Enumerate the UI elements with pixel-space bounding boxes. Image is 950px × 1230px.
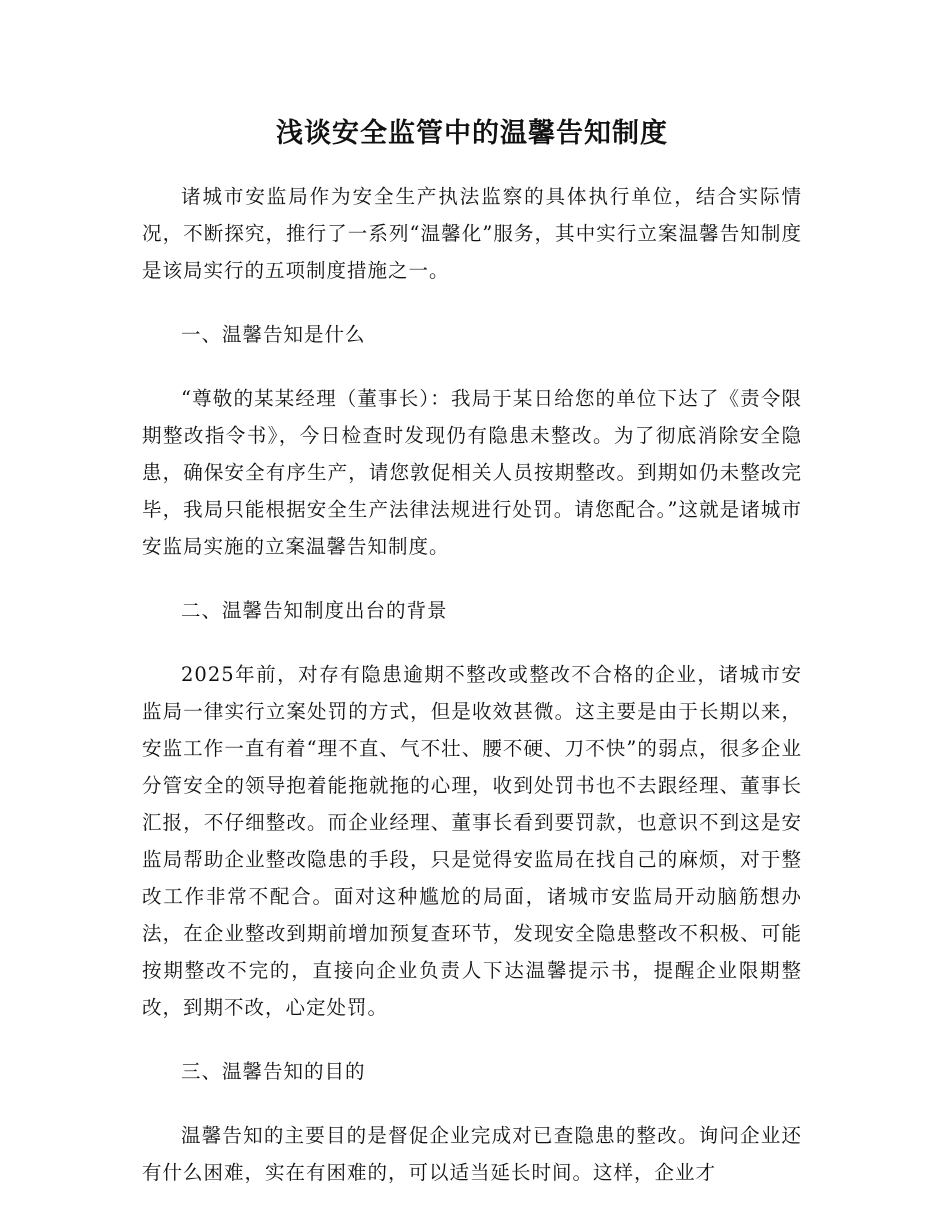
paragraph-gap <box>142 289 802 316</box>
paragraph-gap <box>142 1090 802 1117</box>
paragraph-gap <box>142 353 802 380</box>
section-heading-what: 一、温馨告知是什么 <box>181 323 366 346</box>
section-heading-background: 二、温馨告知制度出台的背景 <box>181 599 448 622</box>
section-paragraph-background: 2025年前，对存有隐患逾期不整改或整改不合格的企业，诸城市安监局一律实行立案处罚的方式，但是收效甚微。这主要是由于长期以来，安监工作一直有着“理不直、气不壮、腰不硬、刀不快”的弱点，很多企业分管安全的领导抱着能拖就拖的心理，收到处罚书也不去跟经理、董事长汇报，不仔细整改。而企业经理、董事长看到要罚款，也意识不到这是安监局帮助企业整改隐患的手段，只是觉得安监局在找自己的麻烦，对于整改工作非常不配合。面对这种尴尬的局面，诸城市安监局开动脑筋想办法，在企业整改到期前增加预复查环节，发现安全隐患整改不积极、可能按期整改不完的，直接向企业负责人下达温馨提示书，提醒企业限期整改，到期不改，心定处罚。 <box>142 663 802 1019</box>
document-page <box>142 110 802 1191</box>
paragraph-gap <box>142 1026 802 1053</box>
intro-paragraph: 诸城市安监局作为安全生产执法监察的具体执行单位，结合实际情况，不断探究，推行了一系列“温馨化”服务，其中实行立案温馨告知制度是该局实行的五项制度措施之一。 <box>142 185 802 282</box>
section-heading-purpose: 三、温馨告知的目的 <box>181 1060 366 1083</box>
section-paragraph-purpose: 温馨告知的主要目的是督促企业完成对已查隐患的整改。询问企业还有什么困难，实在有困难的，可以适当延长时间。这样，企业才 <box>142 1124 802 1184</box>
paragraph-gap <box>142 629 802 656</box>
paragraph-gap <box>142 565 802 592</box>
document-title: 浅谈安全监管中的温馨告知制度 <box>276 118 668 149</box>
section-paragraph-what: “尊敬的某某经理（董事长）：我局于某日给您的单位下达了《责令限期整改指令书》，今日检查时发现仍有隐患未整改。为了彻底消除安全隐患，确保安全有序生产，请您敦促相关人员按期整改。到期如仍未整改完毕，我局只能根据安全生产法律法规进行处罚。请您配合。”这就是诸城市安监局实施的立案温馨告知制度。 <box>142 387 802 558</box>
